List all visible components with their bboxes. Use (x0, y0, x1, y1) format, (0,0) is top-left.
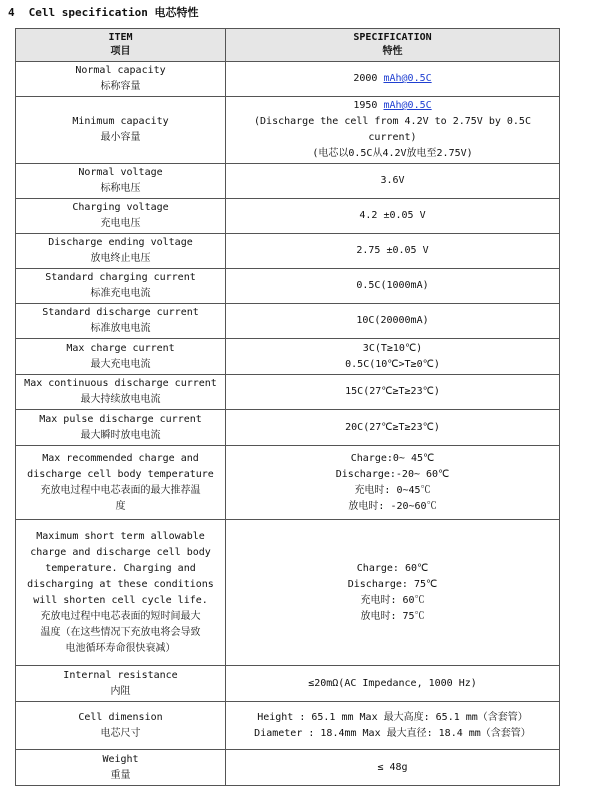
spec-value: Diameter : 18.4mm Max 最大直径: 18.4 mm（含套管） (254, 727, 531, 739)
table-row (16, 62, 560, 97)
spec-cell (226, 199, 560, 234)
item-label: 充放电过程中电芯表面的最大推荐温 (40, 484, 201, 496)
item-label: 电池循环寿命很快衰减） (65, 642, 176, 654)
spec-cell (226, 666, 560, 702)
spec-value: 2.75 ±0.05 V (356, 245, 429, 256)
spec-cell (226, 339, 560, 375)
table-row (16, 164, 560, 199)
item-label: Minimum capacity (72, 116, 169, 127)
spec-cell (226, 702, 560, 750)
item-label: 充放电过程中电芯表面的短时间最大 (40, 610, 201, 622)
item-cell (16, 375, 226, 410)
spec-unit-link[interactable]: mAh@0.5C (383, 100, 432, 111)
spec-value: 15C(27℃≥T≥23℃) (345, 386, 440, 397)
table-row (16, 234, 560, 269)
header-spec (226, 29, 560, 62)
item-label: Max continuous discharge current (24, 378, 217, 389)
table-row (16, 702, 560, 750)
spec-amount: 2000 (353, 73, 384, 84)
item-label: 重量 (110, 769, 131, 781)
table-row (16, 446, 560, 520)
item-label: Weight (102, 753, 139, 765)
spec-cell (226, 269, 560, 304)
spec-value: 3C(T≥10℃) (362, 342, 423, 354)
item-cell (16, 666, 226, 702)
spec-amount: 1950 (353, 100, 384, 111)
table-row (16, 410, 560, 446)
item-cell (16, 520, 226, 666)
spec-value: 0.5C(1000mA) (356, 280, 429, 291)
spec-cell (226, 520, 560, 666)
section-title (8, 4, 198, 20)
header-spec-cn: 特性 (382, 46, 403, 57)
spec-cell (226, 62, 560, 97)
spec-cell (226, 164, 560, 199)
item-label: Internal resistance (63, 669, 178, 681)
header-spec-en: SPECIFICATION (353, 32, 432, 43)
spec-unit-link[interactable]: mAh@0.5C (383, 73, 432, 84)
spec-value: Height : 65.1 mm Max 最大高度: 65.1 mm（含套管） (257, 711, 528, 723)
item-label: 最大充电电流 (90, 358, 151, 370)
item-cell (16, 446, 226, 520)
spec-value: 20C(27℃≥T≥23℃) (345, 421, 440, 433)
item-label: 内阻 (110, 685, 131, 697)
item-label: Cell dimension (78, 711, 163, 723)
spec-cell (226, 410, 560, 446)
spec-value: 放电时: 75℃ (360, 610, 425, 622)
item-label: 放电终止电压 (90, 253, 151, 264)
section-heading: Cell specification 电芯特性 (28, 6, 199, 19)
item-label: discharging at these conditions (27, 578, 214, 590)
spec-value: 充电时: 0~45℃ (354, 484, 431, 496)
spec-value: Charge:0~ 45℃ (350, 452, 435, 464)
spec-value: Discharge: 75℃ (347, 578, 438, 590)
spec-cell (226, 446, 560, 520)
item-label: 最大持续放电电流 (80, 394, 161, 405)
table-row (16, 520, 560, 666)
item-cell (16, 304, 226, 339)
header-item (16, 29, 226, 62)
item-label: 电芯尺寸 (100, 727, 141, 739)
item-cell (16, 269, 226, 304)
item-label: 最小容量 (100, 132, 141, 143)
spec-cell (226, 750, 560, 786)
item-cell (16, 62, 226, 97)
table-header-row (16, 29, 560, 62)
spec-cell (226, 375, 560, 410)
header-item-cn: 项目 (110, 46, 131, 57)
spec-cell (226, 304, 560, 339)
item-label: temperature. Charging and (45, 562, 196, 574)
item-label: Charging voltage (72, 202, 169, 213)
item-label: will shorten cell cycle life. (33, 594, 208, 606)
item-cell (16, 750, 226, 786)
item-cell (16, 410, 226, 446)
item-cell (16, 234, 226, 269)
item-label: Normal capacity (75, 65, 166, 76)
table-row (16, 97, 560, 164)
spec-value (228, 98, 557, 114)
item-label: Standard charging current (45, 272, 196, 283)
table-row (16, 666, 560, 702)
section-number: 4 (8, 6, 15, 19)
spec-value: Charge: 60℃ (356, 562, 429, 574)
item-label: Normal voltage (78, 167, 163, 178)
item-label: Max pulse discharge current (39, 413, 202, 425)
item-label: discharge cell body temperature (27, 468, 214, 480)
item-label: 标称电压 (100, 183, 141, 194)
item-cell (16, 164, 226, 199)
spec-value: 充电时: 60℃ (360, 594, 425, 606)
item-label: Maximum short term allowable (36, 530, 205, 542)
item-cell (16, 339, 226, 375)
table-row (16, 750, 560, 786)
spec-value: 4.2 ±0.05 V (359, 210, 426, 221)
item-label: Max charge current (66, 342, 175, 354)
item-label: Standard discharge current (42, 307, 199, 318)
spec-value: 放电时: -20~60℃ (348, 500, 437, 512)
spec-value: 3.6V (380, 175, 405, 186)
item-label: 标准充电电流 (90, 288, 151, 299)
spec-value: ≤ 48g (377, 761, 408, 773)
table-row (16, 269, 560, 304)
spec-value: 10C(20000mA) (356, 315, 429, 326)
cell-spec-table (15, 28, 560, 786)
item-cell (16, 702, 226, 750)
header-item-en: ITEM (108, 32, 133, 43)
table-body (16, 62, 560, 786)
item-label: 最大瞬时放电电流 (80, 429, 161, 441)
item-label: Discharge ending voltage (48, 237, 193, 248)
spec-cell (226, 97, 560, 164)
table-row (16, 304, 560, 339)
item-cell (16, 97, 226, 164)
spec-value: Discharge:-20~ 60℃ (335, 468, 450, 480)
spec-value: 0.5C(10℃>T≥0℃) (345, 358, 440, 370)
spec-value: ≤20mΩ(AC Impedance, 1000 Hz) (308, 677, 477, 689)
item-label: 温度（在这些情况下充放电将会导致 (40, 626, 201, 638)
spec-note: (电芯以0.5C从4.2V放电至2.75V) (312, 148, 473, 159)
spec-note: (Discharge the cell from 4.2V to 2.75V by 0.5C current) (254, 116, 531, 143)
item-label: 度 (115, 500, 126, 512)
table-row (16, 339, 560, 375)
item-label: Max recommended charge and (42, 452, 199, 464)
item-cell (16, 199, 226, 234)
item-label: 充电电压 (100, 218, 141, 229)
item-label: charge and discharge cell body (30, 546, 211, 558)
spec-value (228, 71, 557, 87)
item-label: 标称容量 (100, 81, 141, 92)
table-row (16, 375, 560, 410)
spec-cell (226, 234, 560, 269)
item-label: 标准放电电流 (90, 323, 151, 334)
table-row (16, 199, 560, 234)
